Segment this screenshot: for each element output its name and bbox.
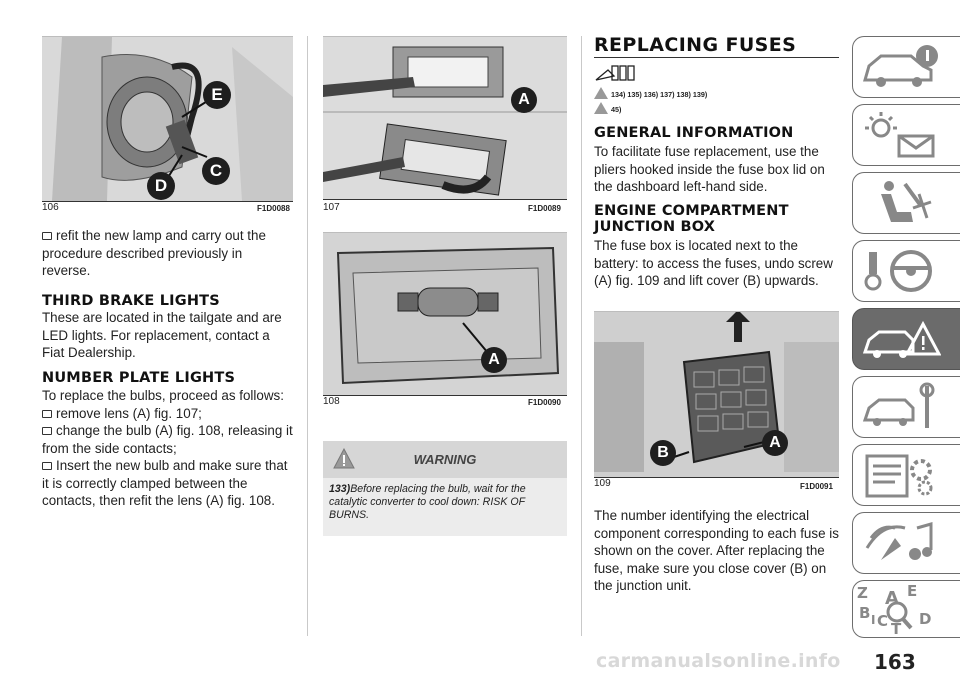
general-info-heading: GENERAL INFORMATION	[594, 125, 794, 141]
callout-a: A	[511, 87, 537, 113]
general-info-body: To facilitate fuse replacement, use the pliers hooked inside the fuse box lid on the dashboard left-hand side.	[594, 144, 825, 194]
number-plate-intro: To replace the bulbs, proceed as follows:	[42, 388, 284, 403]
figure-109	[594, 311, 839, 478]
figure-109-number: 109	[594, 478, 611, 489]
bullet-icon	[42, 427, 52, 435]
car-emergency-icon	[861, 314, 941, 364]
caution-triangle-icon	[594, 102, 608, 114]
engine-junction-heading: ENGINE COMPARTMENT JUNCTION BOX	[594, 203, 789, 235]
column-divider	[581, 36, 582, 636]
multimedia-icon	[861, 518, 941, 568]
tab-multimedia[interactable]	[852, 512, 960, 574]
index-letter: Z	[857, 584, 868, 602]
index-letter: A	[885, 588, 899, 609]
car-maintenance-icon	[861, 382, 941, 432]
tab-seat-airbag[interactable]	[852, 172, 960, 234]
list-item: remove lens (A) fig. 107;	[42, 405, 294, 423]
engine-junction-body: The fuse box is located next to the battery: to access the fuses, undo screw (A) fig. 109 and lift cover (B) upwards.	[594, 238, 833, 288]
caution-refs: 45)	[594, 102, 621, 114]
third-brake-heading: THIRD BRAKE LIGHTS	[42, 293, 220, 309]
chapter-tabs	[848, 0, 960, 678]
lens-removal-illustration	[323, 37, 567, 199]
callout-c: C	[202, 157, 230, 185]
index-letter: I	[871, 613, 876, 627]
page-number: 163	[874, 650, 916, 674]
index-letter: D	[919, 610, 932, 628]
figure-107-code: F1D0089	[528, 204, 561, 213]
bullet-icon	[42, 462, 52, 470]
number-plate-body	[42, 387, 294, 510]
bulb-change-illustration	[323, 233, 567, 395]
index-letter: B	[859, 604, 871, 622]
bullet-icon	[42, 232, 52, 240]
fuse-closing-text: The number identifying the electrical component corresponding to each fuse is shown on the cover. After replacing the fuse, make sure you close cover (B) on the junction unit.	[594, 508, 839, 593]
figure-106	[42, 36, 293, 202]
car-info-icon	[861, 42, 941, 92]
seat-airbag-icon	[861, 178, 941, 228]
warning-ref: 133)	[329, 483, 351, 495]
callout-b: B	[650, 440, 676, 466]
warning-title: WARNING	[413, 452, 477, 467]
warning-box	[323, 441, 567, 536]
index-letter: T	[891, 620, 902, 636]
callout-a: A	[481, 347, 507, 373]
tab-technical-data[interactable]	[852, 444, 960, 506]
steering-key-icon	[861, 246, 941, 296]
warning-header	[323, 441, 567, 478]
warning-text: Before replacing the bulb, wait for the catalytic converter to cool down: RISK OF BURNS.	[329, 483, 526, 521]
title-rule	[594, 57, 839, 58]
list-item: Insert the new bulb and make sure that it is correctly clamped between the contacts, then refit the lens (A) fig. 108.	[42, 458, 288, 508]
tab-car-emergency[interactable]	[852, 308, 960, 370]
tab-alphabetical-index[interactable]	[852, 580, 960, 638]
page-title: REPLACING FUSES	[594, 34, 797, 56]
tab-car-maintenance[interactable]	[852, 376, 960, 438]
tab-steering-key[interactable]	[852, 240, 960, 302]
dashboard-lights-icon	[861, 110, 941, 160]
warning-triangle-icon	[594, 87, 608, 99]
callout-a: A	[762, 430, 788, 456]
tab-car-info[interactable]	[852, 36, 960, 98]
figure-106-code: F1D0088	[257, 204, 290, 213]
fuse-box-illustration	[594, 312, 839, 477]
figure-108-number: 108	[323, 396, 340, 407]
column-divider	[307, 36, 308, 636]
callout-e: E	[203, 81, 231, 109]
tab-dashboard-lights[interactable]	[852, 104, 960, 166]
technical-data-icon	[861, 450, 941, 500]
figure-108	[323, 232, 567, 396]
figure-107-number: 107	[323, 202, 340, 213]
figure-109-code: F1D0091	[800, 482, 833, 491]
third-brake-body: These are located in the tailgate and are LED lights. For replacement, contact a Fiat Dealership.	[42, 310, 282, 360]
warning-body	[323, 478, 567, 536]
figure-108-code: F1D0090	[528, 398, 561, 407]
number-plate-heading: NUMBER PLATE LIGHTS	[42, 370, 236, 386]
warning-refs: 134) 135) 136) 137) 138) 139)	[594, 87, 707, 99]
index-letter: C	[877, 612, 889, 630]
figure-106-number: 106	[42, 202, 59, 213]
index-letter: E	[907, 582, 918, 600]
callout-d: D	[147, 172, 175, 200]
figure-107	[323, 36, 567, 200]
list-item: change the bulb (A) fig. 108, releasing it from the side contacts;	[42, 423, 293, 456]
alphabetical-index-icon	[855, 582, 945, 636]
refit-bullet: refit the new lamp and carry out the procedure described previously in reverse.	[42, 228, 266, 278]
watermark: carmanualsonline.info	[596, 650, 841, 672]
fuse-box-icon	[594, 62, 636, 84]
bullet-icon	[42, 410, 52, 418]
